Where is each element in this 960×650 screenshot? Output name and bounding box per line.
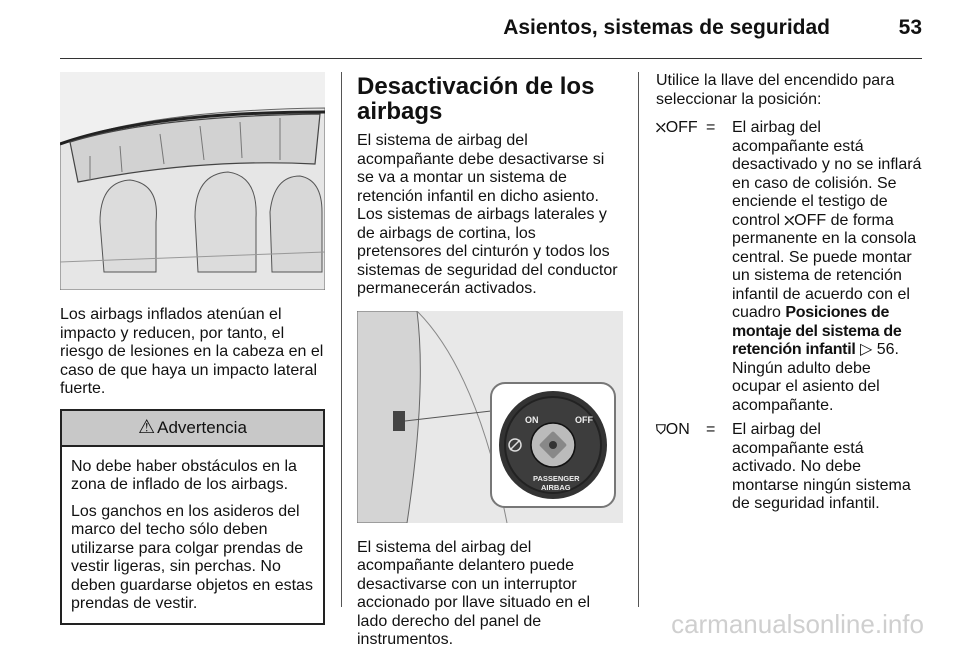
airbag-off-icon: ⛌ xyxy=(656,120,666,135)
status-off-description: El airbag del acompañante está desactivado y no se inflará en caso de colisión. Se enciende el testigo de control ⛌OFF de forma permanente en la consola central. Se puede montar un sistema de retención infantil de acuerdo con el cuadro Posiciones de montaje del sistema de retención infantil ▷ 56. Ningún adulto debe ocupar el asiento del acompañante. xyxy=(732,119,922,414)
select-position-text: Utilice la llave del encendido para seleccionar la posición: xyxy=(656,72,895,108)
curtain-airbag-illustration xyxy=(60,72,325,290)
switch-off-label: OFF xyxy=(575,414,593,425)
warning-body xyxy=(62,447,323,623)
page-number: 53 xyxy=(898,16,922,39)
column-divider-2 xyxy=(638,72,639,607)
section-intro: El sistema de airbag del acompañante debe desactivarse si se va a montar un sistema de retención infantil en dicho asiento. Los sistemas de airbags laterales y de airbags de cortina, los pretensores del cinturón y todos los sistemas de seguridad del conductor permanecerán activados. xyxy=(357,132,618,297)
warning-paragraph-1: No debe haber obstáculos en la zona de inflado de los airbags. xyxy=(71,457,297,493)
page-ref-arrow-icon: ▷ xyxy=(855,341,873,358)
header-rule xyxy=(60,58,922,59)
airbag-on-icon: ⛉ xyxy=(656,422,666,437)
warning-header xyxy=(62,411,323,447)
no-adult-warning: Ningún adulto debe ocupar el asiento del acompañante. xyxy=(732,359,880,414)
status-off-row xyxy=(656,119,922,415)
airbag-paragraph: Los airbags inflados atenúan el impacto y reducen, por tanto, el riesgo de lesiones en la cabeza en el caso de que haya un impacto lateral fuerte. xyxy=(60,306,324,397)
status-off-label: OFF xyxy=(665,119,698,136)
column-2 xyxy=(357,72,623,650)
column-3 xyxy=(656,72,922,514)
warning-box xyxy=(60,409,325,625)
status-on-label: ON xyxy=(665,421,690,438)
section-heading: Desactivación de los airbags xyxy=(357,73,595,125)
status-off-equals: = xyxy=(706,119,716,136)
airbag-off-indicator-icon: ⛌ xyxy=(784,212,795,228)
status-on-row xyxy=(656,421,922,514)
switch-airbag-label: AIRBAG xyxy=(541,482,571,492)
warning-title: Advertencia xyxy=(157,417,247,437)
column-divider-1 xyxy=(341,72,342,607)
column-1 xyxy=(60,72,325,625)
switch-caption: El sistema del airbag del acompañante delantero puede desactivarse con un interruptor accionado por llave situado en el lado derecho del panel de instrumentos. xyxy=(357,538,591,648)
page-title: Asientos, sistemas de seguridad xyxy=(503,16,830,39)
warning-icon: ⚠ xyxy=(138,416,156,438)
watermark: carmanualsonline.info xyxy=(671,609,924,639)
switch-on-label: ON xyxy=(525,414,539,425)
status-on-equals: = xyxy=(706,421,716,438)
status-on-description: El airbag del acompañante está activado. No debe montarse ningún sistema de seguridad infantil. xyxy=(732,421,911,512)
warning-paragraph-2: Los ganchos en los asideros del marco del techo sólo deben utilizarse para colgar prendas de vestir ligeras, sin perchas. No deben guardarse objetos en estas prendas de vestir. xyxy=(71,502,313,612)
airbag-switch-illustration xyxy=(357,311,623,523)
switch-passenger-label: PASSENGER xyxy=(533,473,580,483)
child-restraint-reference[interactable]: Posiciones de montaje del sistema de retención infantil xyxy=(732,304,902,358)
